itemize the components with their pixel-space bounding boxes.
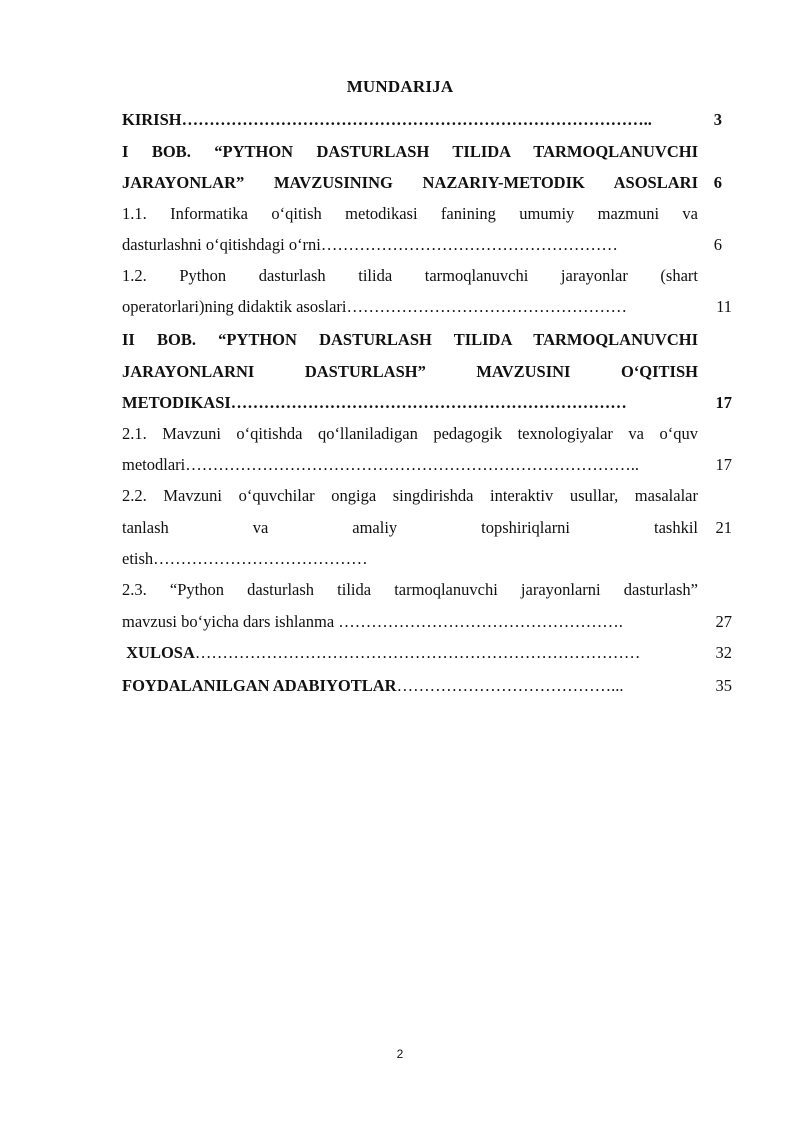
toc-entry-2-1-line-2: metodlari……………………………………………………………………….. bbox=[122, 455, 639, 474]
dot-leader: ……………………………………………………………………… bbox=[194, 643, 641, 662]
toc-entry-label: XULOSA bbox=[122, 643, 195, 662]
toc-entry-2-1-line-1: 2.1. Mavzuni o‘qitishda qo‘llaniladigan pedagogik texnologiyalar va o‘quv bbox=[122, 424, 698, 443]
toc-entry-1-2-line-1: 1.2. Python dasturlash tilida tarmoqlanuvchi jarayonlar (shart bbox=[122, 266, 698, 285]
toc-entry-references bbox=[122, 676, 698, 696]
toc-page-chapter-1: 6 bbox=[713, 173, 722, 192]
toc-page-kirish: 3 bbox=[713, 110, 722, 129]
toc-entry-chapter-2-line-1: II BOB. “PYTHON DASTURLASH TILIDA TARMOQLANUVCHI bbox=[122, 330, 698, 349]
page-title: MUNDARIJA bbox=[346, 77, 454, 96]
toc-entry-kirish: KIRISH………………………………………………………………………….. bbox=[122, 110, 652, 129]
page-number: 2 bbox=[396, 1047, 404, 1061]
toc-entry-chapter-1-line-1: I BOB. “PYTHON DASTURLASH TILIDA TARMOQLANUVCHI bbox=[122, 142, 698, 161]
toc-entry-chapter-1-line-2: JARAYONLAR” MAVZUSINING NAZARIY-METODIK ASOSLARI bbox=[122, 173, 698, 192]
toc-entry-1-1-line-2: dasturlashni o‘qitishdagi o‘rni……………………………………………… bbox=[122, 235, 618, 254]
toc-entry-chapter-2-line-3: METODIKASI……………………………………………………………… bbox=[122, 393, 627, 412]
toc-page-xulosa: 32 bbox=[715, 643, 732, 662]
dot-leader: …………………………………... bbox=[396, 676, 624, 695]
toc-entry-chapter-2-line-2: JARAYONLARNI DASTURLASH” MAVZUSINI O‘QITISH bbox=[122, 362, 698, 381]
toc-page-1-2: 11 bbox=[716, 297, 732, 316]
toc-entry-2-2-line-3: etish………………………………… bbox=[122, 549, 368, 568]
toc-page-2-3: 27 bbox=[715, 612, 732, 631]
toc-page-references: 35 bbox=[715, 676, 732, 695]
toc-entry-xulosa bbox=[122, 643, 698, 663]
toc-page-2-1: 17 bbox=[715, 455, 732, 474]
toc-entry-2-2-line-2: tanlash va amaliy topshiriqlarni tashkil bbox=[122, 518, 698, 537]
toc-entry-2-3-line-2: mavzusi bo‘yicha dars ishlanma ……………………………………………. bbox=[122, 612, 623, 631]
toc-entry-2-2-line-1: 2.2. Mavzuni o‘quvchilar ongiga singdirishda interaktiv usullar, masalalar bbox=[122, 486, 698, 505]
toc-entry-1-2-line-2: operatorlari)ning didaktik asoslari…………………………………………… bbox=[122, 297, 628, 316]
toc-entry-label: FOYDALANILGAN ADABIYOTLAR bbox=[122, 676, 397, 695]
toc-page-chapter-2: 17 bbox=[715, 393, 732, 412]
toc-page-1-1: 6 bbox=[713, 235, 722, 254]
toc-entry-2-3-line-1: 2.3. “Python dasturlash tilida tarmoqlanuvchi jarayonlarni dasturlash” bbox=[122, 580, 698, 599]
toc-entry-1-1-line-1: 1.1. Informatika o‘qitish metodikasi fanining umumiy mazmuni va bbox=[122, 204, 698, 223]
toc-page-2-2: 21 bbox=[715, 518, 732, 537]
